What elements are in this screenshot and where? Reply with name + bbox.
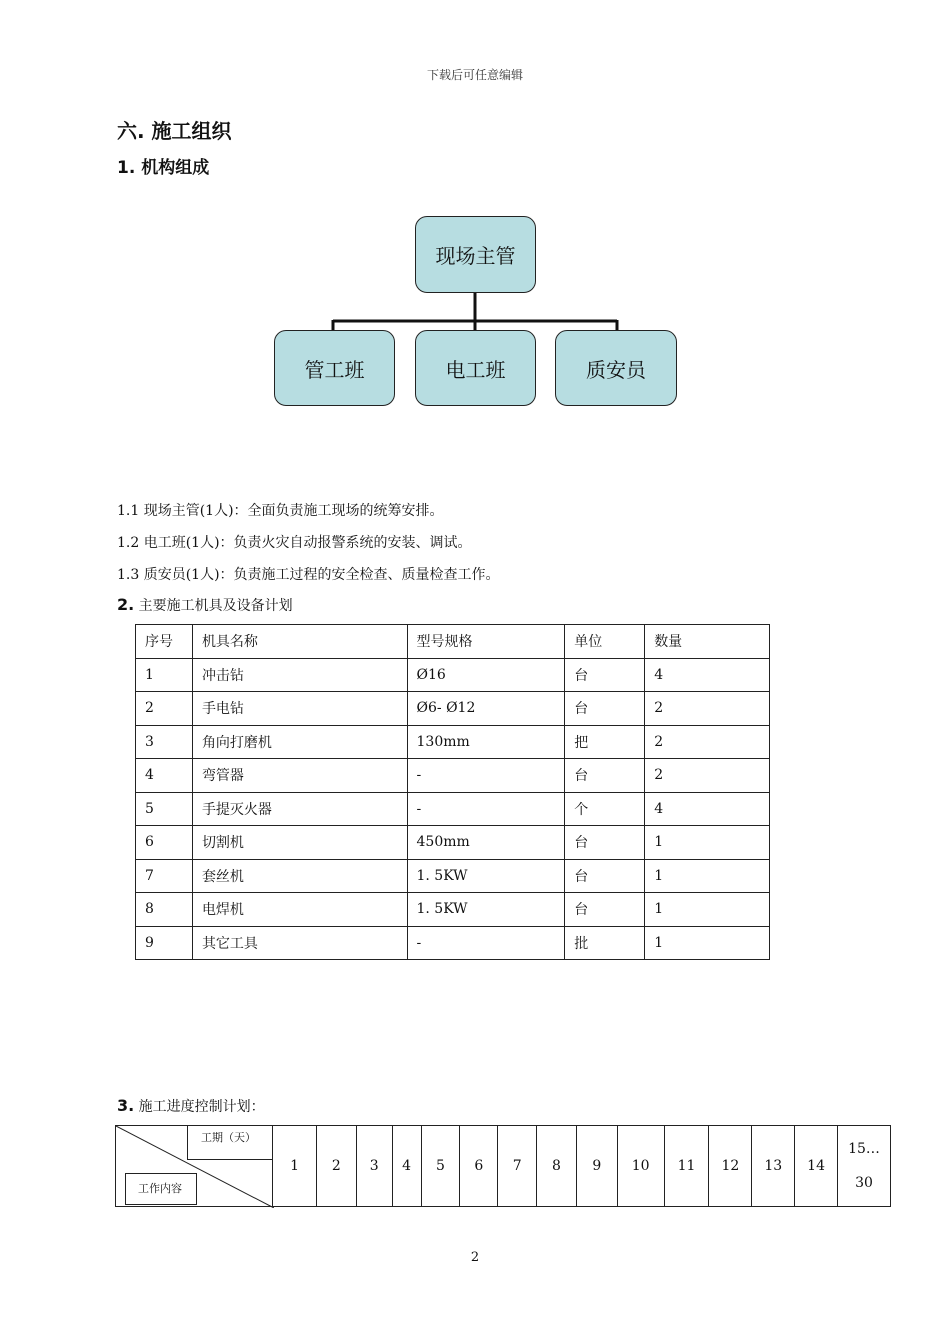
column-header: 单位 (565, 625, 645, 659)
column-header: 数量 (645, 625, 770, 659)
duty-line: 1.1 现场主管(1人)：全面负责施工现场的统筹安排。 (117, 503, 444, 519)
table-cell: 130mm (407, 725, 565, 759)
table-header-row (136, 625, 770, 659)
table-cell: 弯管器 (192, 759, 407, 793)
table-cell: 6 (136, 826, 193, 860)
table-cell: 2 (645, 725, 770, 759)
day-cell: 10 (617, 1126, 664, 1207)
table-cell: 4 (136, 759, 193, 793)
section-2-number: 2. (117, 595, 135, 614)
table-row (136, 692, 770, 726)
table-row (136, 725, 770, 759)
table-cell: 冲击钻 (192, 658, 407, 692)
table-cell: - (407, 926, 565, 960)
table-cell: 3 (136, 725, 193, 759)
day-cell: 1 (273, 1126, 317, 1207)
table-cell: 4 (645, 792, 770, 826)
table-cell: 批 (565, 926, 645, 960)
day-cell: 11 (664, 1126, 709, 1207)
table-row (136, 658, 770, 692)
table-cell: 7 (136, 859, 193, 893)
table-row (136, 826, 770, 860)
day-range-end: 30 (855, 1175, 873, 1191)
column-header: 序号 (136, 625, 193, 659)
subsection-title: 1. 机构组成 (117, 158, 210, 178)
table-cell: 9 (136, 926, 193, 960)
table-cell: 手提灭火器 (192, 792, 407, 826)
table-cell: 5 (136, 792, 193, 826)
table-cell: 2 (645, 692, 770, 726)
table-cell: Ø16 (407, 658, 565, 692)
table-cell: 其它工具 (192, 926, 407, 960)
table-cell: 1 (136, 658, 193, 692)
table-cell: 切割机 (192, 826, 407, 860)
table-cell: - (407, 759, 565, 793)
table-cell: 台 (565, 692, 645, 726)
org-node-site-manager: 现场主管 (415, 216, 536, 293)
schedule-table (115, 1125, 891, 1207)
section-3-title: 施工进度控制计划： (138, 1099, 265, 1115)
corner-top-label: 工期（天） (187, 1126, 273, 1160)
table-cell: 1 (645, 893, 770, 927)
corner-bottom-label: 工作内容 (125, 1173, 197, 1205)
column-header: 机具名称 (192, 625, 407, 659)
duty-line: 1.2 电工班(1人)：负责火灾自动报警系统的安装、调试。 (117, 535, 472, 551)
table-cell: 1. 5KW (407, 893, 565, 927)
table-row (136, 926, 770, 960)
section-2-title: 主要施工机具及设备计划 (138, 598, 293, 614)
table-cell: Ø6- Ø12 (407, 692, 565, 726)
day-cell: 2 (316, 1126, 356, 1207)
day-cell: 9 (576, 1126, 617, 1207)
table-row (136, 859, 770, 893)
org-node-electric-team: 电工班 (415, 330, 536, 406)
table-cell: 1 (645, 859, 770, 893)
day-cell: 14 (795, 1126, 838, 1207)
day-cell-last (838, 1126, 891, 1207)
table-cell: 角向打磨机 (192, 725, 407, 759)
header-note: 下载后可任意编辑 (426, 68, 523, 82)
table-cell: 把 (565, 725, 645, 759)
day-cell: 4 (392, 1126, 421, 1207)
table-cell: 1. 5KW (407, 859, 565, 893)
day-range-start: 15… (848, 1141, 880, 1157)
section-3-number: 3. (117, 1096, 135, 1115)
table-cell: 个 (565, 792, 645, 826)
day-cell: 3 (356, 1126, 392, 1207)
page-number: 2 (470, 1250, 480, 1265)
day-cell: 5 (421, 1126, 460, 1207)
table-cell: 台 (565, 859, 645, 893)
column-header: 型号规格 (407, 625, 565, 659)
table-cell: 450mm (407, 826, 565, 860)
table-cell: 2 (136, 692, 193, 726)
table-cell: 台 (565, 658, 645, 692)
table-cell: 1 (645, 926, 770, 960)
section-2-heading (117, 595, 293, 615)
table-cell: 1 (645, 826, 770, 860)
org-node-pipe-team: 管工班 (274, 330, 395, 406)
table-cell: 套丝机 (192, 859, 407, 893)
table-cell: - (407, 792, 565, 826)
table-cell: 手电钻 (192, 692, 407, 726)
table-cell: 8 (136, 893, 193, 927)
day-cell: 8 (537, 1126, 577, 1207)
table-row (136, 759, 770, 793)
table-cell: 台 (565, 893, 645, 927)
org-node-safety-officer: 质安员 (555, 330, 677, 406)
table-cell: 4 (645, 658, 770, 692)
day-cell: 13 (752, 1126, 795, 1207)
day-cell: 7 (498, 1126, 537, 1207)
schedule-corner-cell (116, 1126, 273, 1207)
table-cell: 台 (565, 759, 645, 793)
duty-line: 1.3 质安员(1人)：负责施工过程的安全检查、质量检查工作。 (117, 567, 500, 583)
section-title: 六. 施工组织 (117, 119, 232, 143)
day-cell: 6 (460, 1126, 498, 1207)
schedule-row (116, 1126, 891, 1207)
table-row (136, 792, 770, 826)
table-cell: 台 (565, 826, 645, 860)
table-cell: 电焊机 (192, 893, 407, 927)
section-3-heading (117, 1096, 265, 1116)
table-cell: 2 (645, 759, 770, 793)
day-cell: 12 (709, 1126, 752, 1207)
table-row (136, 893, 770, 927)
org-chart (0, 0, 950, 420)
equipment-table (135, 624, 770, 960)
